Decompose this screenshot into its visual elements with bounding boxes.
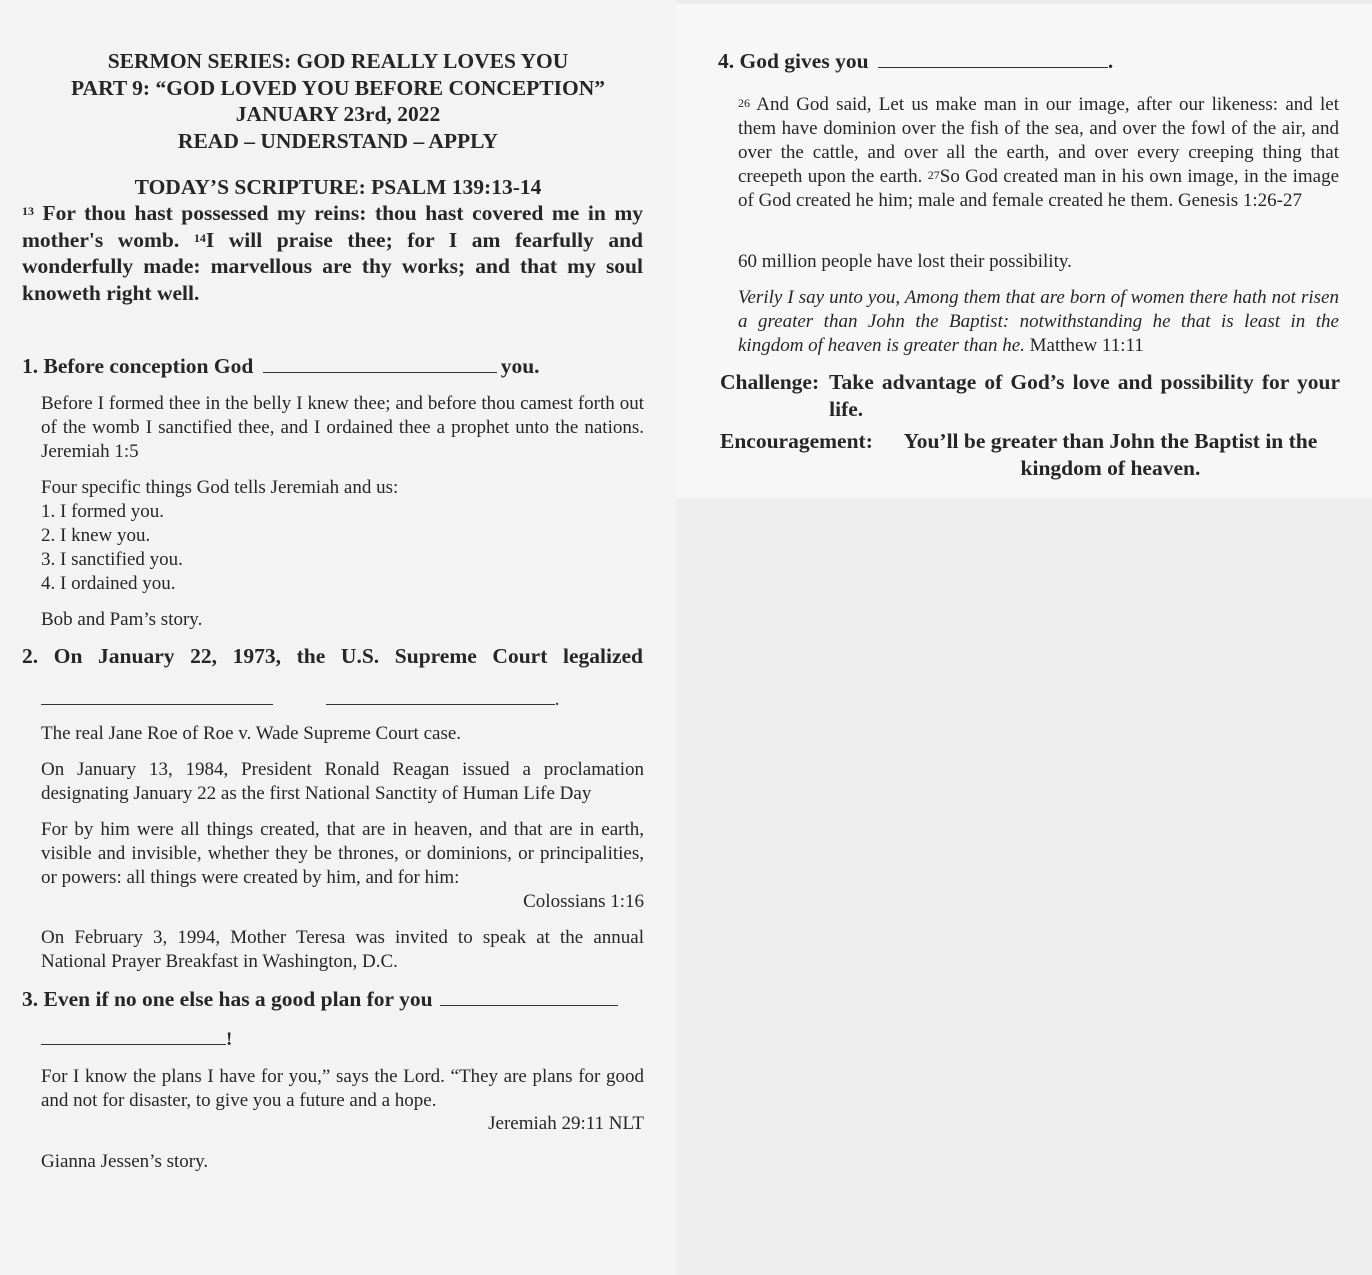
series-title: SERMON SERIES: GOD REALLY LOVES YOU [107, 49, 569, 73]
point-2-blanks [41, 688, 561, 711]
jeremiah-1-5: Before I formed thee in the belly I knew thee; and before thou camest forth out of the womb I sanctified thee, and I ordained thee a prophet unto the nations. Jeremiah 1:5 [41, 393, 644, 462]
read-understand-apply: READ – UNDERSTAND – APPLY [177, 128, 499, 153]
matthew-11-11 [738, 286, 1339, 358]
matthew-ref: Matthew 11:11 [1029, 335, 1144, 356]
sixty-million-line: 60 million people have lost their possibility. [738, 251, 1072, 272]
verse-number-13: 13 [22, 204, 34, 218]
point-4-heading [718, 48, 1113, 74]
point-3-text: 3. Even if no one else has a good plan for you [22, 987, 433, 1011]
challenge-block [720, 369, 1340, 422]
reagan-proclamation: On January 13, 1984, President Ronald Reagan issued a proclamation designating January 22 as the first National Sanctity of Human Life Day [41, 759, 644, 804]
point-2-blank-2[interactable] [326, 688, 555, 705]
encouragement-text: You’ll be greater than John the Baptist in the kingdom of heaven. [903, 429, 1318, 480]
colossians-verse: For by him were all things created, that are in heaven, and that are in earth, visible and invisible, whether they be thrones, or dominions, or principalities, or powers: all things were created by him, and for him: [41, 819, 644, 888]
scripture-title: TODAY’S SCRIPTURE: PSALM 139:13-14 [134, 175, 542, 199]
blank-area [676, 498, 1372, 1275]
matthew-verse: Verily I say unto you, Among them that are born of women there hath not risen a greater than John the Baptist: notwithstanding he that is least in the kingdom of heaven is greater than he. [738, 287, 1339, 356]
point-3-end: ! [226, 1029, 233, 1050]
point-3-line2 [41, 1028, 232, 1051]
verse-number-26: 26 [738, 96, 750, 110]
verse-26: And God said, Let us make man in our image, after our likeness: and let them have dominion over the fish of the sea, and over the fowl of the air, and over the cattle, and over all the earth, and over every creeping thing that creepeth upon the earth. [738, 94, 1339, 187]
sermon-date: JANUARY 23rd, 2022 [235, 102, 441, 126]
verse-number-27: 27 [927, 168, 940, 182]
gianna-jessen-story: Gianna Jessen’s story. [41, 1151, 209, 1172]
point-1-blank[interactable] [263, 356, 497, 373]
jane-roe-line: The real Jane Roe of Roe v. Wade Supreme Court case. [41, 723, 462, 744]
encouragement-label: Encouragement: [720, 429, 873, 453]
verse-13: For thou hast possessed my reins: thou hast covered me in my mother's womb. [22, 201, 644, 252]
point-4-text: 4. God gives you [718, 49, 869, 73]
four-things-list [41, 476, 644, 596]
point-4-blank[interactable] [878, 51, 1108, 68]
jeremiah-29-11: For I know the plans I have for you,” says the Lord. “They are plans for good and not for disaster, to give you a future and a hope. [41, 1066, 644, 1111]
sermon-header [0, 48, 676, 154]
part-title: PART 9: “GOD LOVED YOU BEFORE CONCEPTION” [71, 75, 605, 100]
verse-number-14: 14 [193, 230, 206, 245]
point-3-blank-1[interactable] [440, 989, 618, 1006]
point-1-text: 1. Before conception God [22, 354, 254, 378]
list-intro: Four specific things God tells Jeremiah and us: [41, 477, 399, 498]
list-item: 3. I sanctified you. [41, 549, 183, 570]
point-2-end: . [554, 689, 560, 710]
challenge-label: Challenge: [720, 370, 820, 394]
list-item: 4. I ordained you. [41, 573, 176, 594]
list-item: 1. I formed you. [41, 501, 164, 522]
bob-pam-story: Bob and Pam’s story. [41, 609, 203, 630]
genesis-1-26-27 [738, 93, 1339, 213]
point-2-blank-1[interactable] [41, 688, 273, 705]
scripture-text [22, 200, 643, 306]
challenge-text: Take advantage of God’s love and possibility for your life. [829, 370, 1340, 421]
verse-27: So God created man in his own image, in the image of God created he him; male and female created he them. Genesis 1:26-27 [738, 166, 1339, 211]
point-1-end: you. [500, 354, 540, 378]
list-item: 2. I knew you. [41, 525, 151, 546]
point-1-heading [22, 353, 643, 379]
mother-teresa-line: On February 3, 1994, Mother Teresa was invited to speak at the annual National Prayer Breakfast in Washington, D.C. [41, 927, 644, 972]
point-4-end: . [1107, 49, 1114, 73]
point-3-blank-2[interactable] [41, 1028, 226, 1045]
jeremiah-29-11-ref: Jeremiah 29:11 NLT [488, 1113, 644, 1134]
colossians-ref: Colossians 1:16 [523, 891, 644, 912]
encouragement-block [720, 428, 1340, 481]
point-3-heading [22, 986, 652, 1012]
verse-14: I will praise thee; for I am fearfully and wonderfully made: marvellous are thy works; and that my soul knoweth right well. [22, 227, 643, 305]
point-2-heading: 2. On January 22, 1973, the U.S. Supreme Court legalized [22, 644, 643, 668]
